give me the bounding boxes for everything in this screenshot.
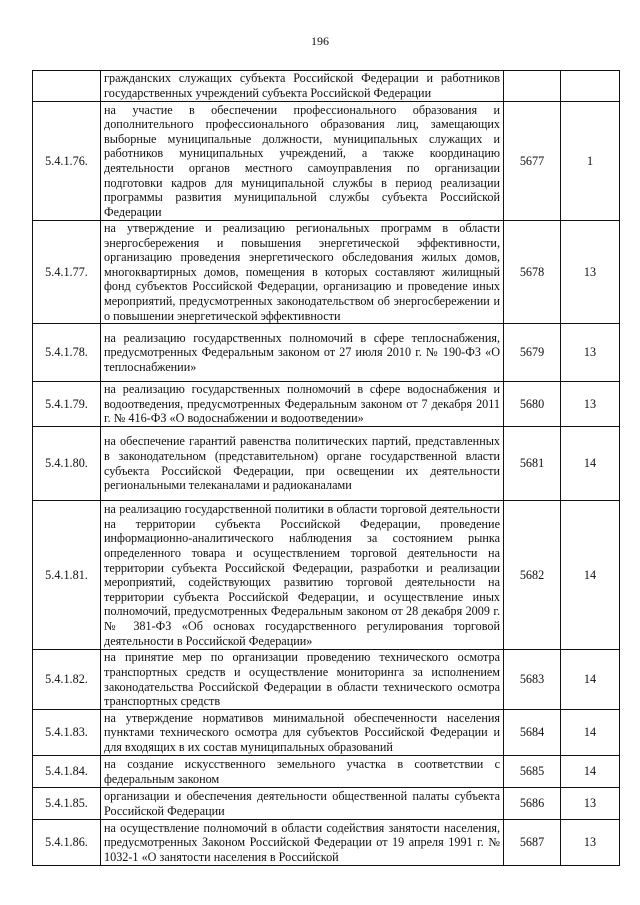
row-amount: 14 bbox=[561, 756, 620, 788]
row-amount: 1 bbox=[561, 102, 620, 221]
row-description: на участие в обеспечении профессионального образования и дополнительного профессионального образования лиц, замещающих выборные муниципальные должности, муниципальных служащих и работников муниципальных учреждений, а также координацию деятельности органов местного самоуправления по организации подготовки кадров для муниципальной службы в период реализации программы развития муниципальной службы субъекта Российской Федерации bbox=[101, 102, 504, 221]
row-number: 5.4.1.78. bbox=[33, 324, 101, 382]
row-code: 5686 bbox=[504, 788, 561, 820]
row-code: 5684 bbox=[504, 710, 561, 756]
row-number: 5.4.1.81. bbox=[33, 501, 101, 650]
row-number: 5.4.1.83. bbox=[33, 710, 101, 756]
row-description: на принятие мер по организации проведению технического осмотра транспортных средств и осуществление мониторинга за исполнением законодательства Российской Федерации в области технического осмотра транспортных средств bbox=[101, 650, 504, 710]
row-number: 5.4.1.77. bbox=[33, 221, 101, 324]
row-description: на создание искусственного земельного участка в соответствии с федеральным законом bbox=[101, 756, 504, 788]
table-row bbox=[33, 756, 620, 788]
row-description: на реализацию государственных полномочий в сфере теплоснабжения, предусмотренных Федеральным законом от 27 июля 2010 г. № 190-ФЗ «О теплоснабжении» bbox=[101, 324, 504, 382]
row-code: 5680 bbox=[504, 382, 561, 427]
row-amount: 13 bbox=[561, 221, 620, 324]
row-description: гражданских служащих субъекта Российской Федерации и работников государственных учреждений субъекта Российской Федерации bbox=[101, 71, 504, 102]
table-row bbox=[33, 324, 620, 382]
row-description: на утверждение нормативов минимальной обеспеченности населения пунктами технического осмотра для субъектов Российской Федерации и для входящих в их состав муниципальных образований bbox=[101, 710, 504, 756]
row-description: на обеспечение гарантий равенства политических партий, представленных в законодательном (представительном) органе государственной власти субъекта Российской Федерации, при освещении их деятельности региональными телеканалами и радиоканалами bbox=[101, 427, 504, 501]
row-description: организации и обеспечения деятельности общественной палаты субъекта Российской Федерации bbox=[101, 788, 504, 820]
table-row bbox=[33, 710, 620, 756]
row-amount: 13 bbox=[561, 788, 620, 820]
row-code: 5681 bbox=[504, 427, 561, 501]
row-description: на реализацию государственной политики в области торговой деятельности на территории субъекта Российской Федерации, проведение информационно-аналитического наблюдения за состоянием рынка определенного товара и осуществлением торговой деятельности на территории субъекта Российской Федерации, разработки и реализации мероприятий, содействующих развитию торговой деятельности на территории субъекта Российской Федерации, и осуществление иных полномочий, предусмотренных Федеральным законом от 28 декабря 2009 г. № 381-ФЗ «Об основах государственного регулирования торговой деятельности в Российской Федерации» bbox=[101, 501, 504, 650]
row-number bbox=[33, 71, 101, 102]
table-row bbox=[33, 102, 620, 221]
table-row bbox=[33, 650, 620, 710]
row-amount: 13 bbox=[561, 324, 620, 382]
row-amount: 14 bbox=[561, 501, 620, 650]
row-description: на утверждение и реализацию региональных программ в области энергосбережения и повышения энергетической эффективности, организацию проведения энергетического обследования жилых домов, многоквартирных домов, помещения в которых составляют жилищный фонд субъектов Российской Федерации, организацию и проведение иных мероприятий, предусмотренных законодательством об энергосбережении и о повышении энергетической эффективности bbox=[101, 221, 504, 324]
table-row bbox=[33, 788, 620, 820]
row-code: 5685 bbox=[504, 756, 561, 788]
table-row bbox=[33, 71, 620, 102]
row-amount: 14 bbox=[561, 710, 620, 756]
row-code: 5679 bbox=[504, 324, 561, 382]
row-description: на осуществление полномочий в области содействия занятости населения, предусмотренных Законом Российской Федерации от 19 апреля 1991 г. № 1032-1 «О занятости населения в Российской bbox=[101, 820, 504, 866]
row-amount: 13 bbox=[561, 382, 620, 427]
row-number: 5.4.1.85. bbox=[33, 788, 101, 820]
table-row bbox=[33, 221, 620, 324]
row-code bbox=[504, 71, 561, 102]
table-row bbox=[33, 501, 620, 650]
row-code: 5682 bbox=[504, 501, 561, 650]
table-row bbox=[33, 427, 620, 501]
row-code: 5687 bbox=[504, 820, 561, 866]
row-number: 5.4.1.84. bbox=[33, 756, 101, 788]
row-amount: 13 bbox=[561, 820, 620, 866]
row-description: на реализацию государственных полномочий в сфере водоснабжения и водоотведения, предусмотренных Федеральным законом от 7 декабря 2011 г. № 416-ФЗ «О водоснабжении и водоотведении» bbox=[101, 382, 504, 427]
table-row bbox=[33, 820, 620, 866]
row-code: 5678 bbox=[504, 221, 561, 324]
row-code: 5683 bbox=[504, 650, 561, 710]
page-number: 196 bbox=[311, 34, 329, 48]
row-amount bbox=[561, 71, 620, 102]
row-number: 5.4.1.86. bbox=[33, 820, 101, 866]
row-amount: 14 bbox=[561, 427, 620, 501]
table-row bbox=[33, 382, 620, 427]
row-number: 5.4.1.76. bbox=[33, 102, 101, 221]
row-number: 5.4.1.82. bbox=[33, 650, 101, 710]
appendix-table bbox=[32, 70, 620, 866]
row-code: 5677 bbox=[504, 102, 561, 221]
row-number: 5.4.1.80. bbox=[33, 427, 101, 501]
row-amount: 14 bbox=[561, 650, 620, 710]
row-number: 5.4.1.79. bbox=[33, 382, 101, 427]
